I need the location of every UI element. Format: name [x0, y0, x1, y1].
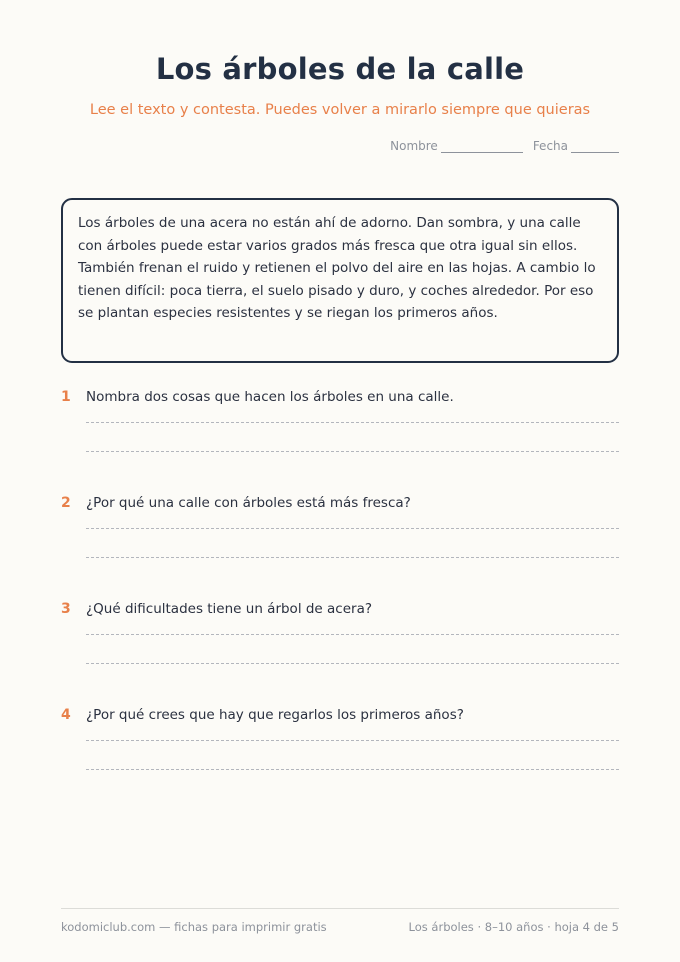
question-3 — [61, 601, 619, 617]
answer-line[interactable] — [86, 769, 619, 770]
question-number: 3 — [61, 601, 71, 617]
question-4 — [61, 707, 619, 723]
answer-line[interactable] — [86, 740, 619, 741]
footer-divider — [61, 908, 619, 909]
footer-site-credit: kodomiclub.com — fichas para imprimir gratis — [61, 920, 327, 934]
answer-line[interactable] — [86, 451, 619, 452]
date-label: Fecha — [532, 139, 568, 153]
name-blank-line[interactable] — [441, 143, 523, 153]
date-blank-line[interactable] — [571, 143, 619, 153]
reading-passage — [61, 198, 619, 363]
page-title: Los árboles de la calle — [155, 52, 525, 86]
question-text: Nombra dos cosas que hacen los árboles en una calle. — [86, 389, 454, 405]
question-1 — [61, 389, 619, 405]
answer-line[interactable] — [86, 422, 619, 423]
answer-line[interactable] — [86, 557, 619, 558]
footer-sheet-info: Los árboles · 8–10 años · hoja 4 de 5 — [408, 920, 619, 934]
question-number: 1 — [61, 389, 71, 405]
instructions: Lee el texto y contesta. Puedes volver a mirarlo siempre que quieras — [89, 102, 591, 118]
answer-line[interactable] — [86, 634, 619, 635]
question-text: ¿Por qué crees que hay que regarlos los primeros años? — [86, 707, 464, 723]
question-2 — [61, 495, 619, 511]
question-number: 4 — [61, 707, 71, 723]
name-label: Nombre — [390, 139, 438, 153]
name-date-fields — [390, 139, 619, 153]
question-number: 2 — [61, 495, 71, 511]
question-text: ¿Por qué una calle con árboles está más fresca? — [86, 495, 411, 511]
answer-line[interactable] — [86, 528, 619, 529]
passage-text: Los árboles de una acera no están ahí de adorno. Dan sombra, y una calle con árboles puede estar varios grados más fresca que otra igual sin ellos. También frenan el ruido y retienen el polvo del aire en las hojas. A cambio lo tienen difícil: poca tierra, el suelo pisado y duro, y coches alrededor. Por eso se plantan especies resistentes y se riegan los primeros años. — [78, 215, 596, 322]
answer-line[interactable] — [86, 663, 619, 664]
question-text: ¿Qué dificultades tiene un árbol de acera? — [86, 601, 373, 617]
